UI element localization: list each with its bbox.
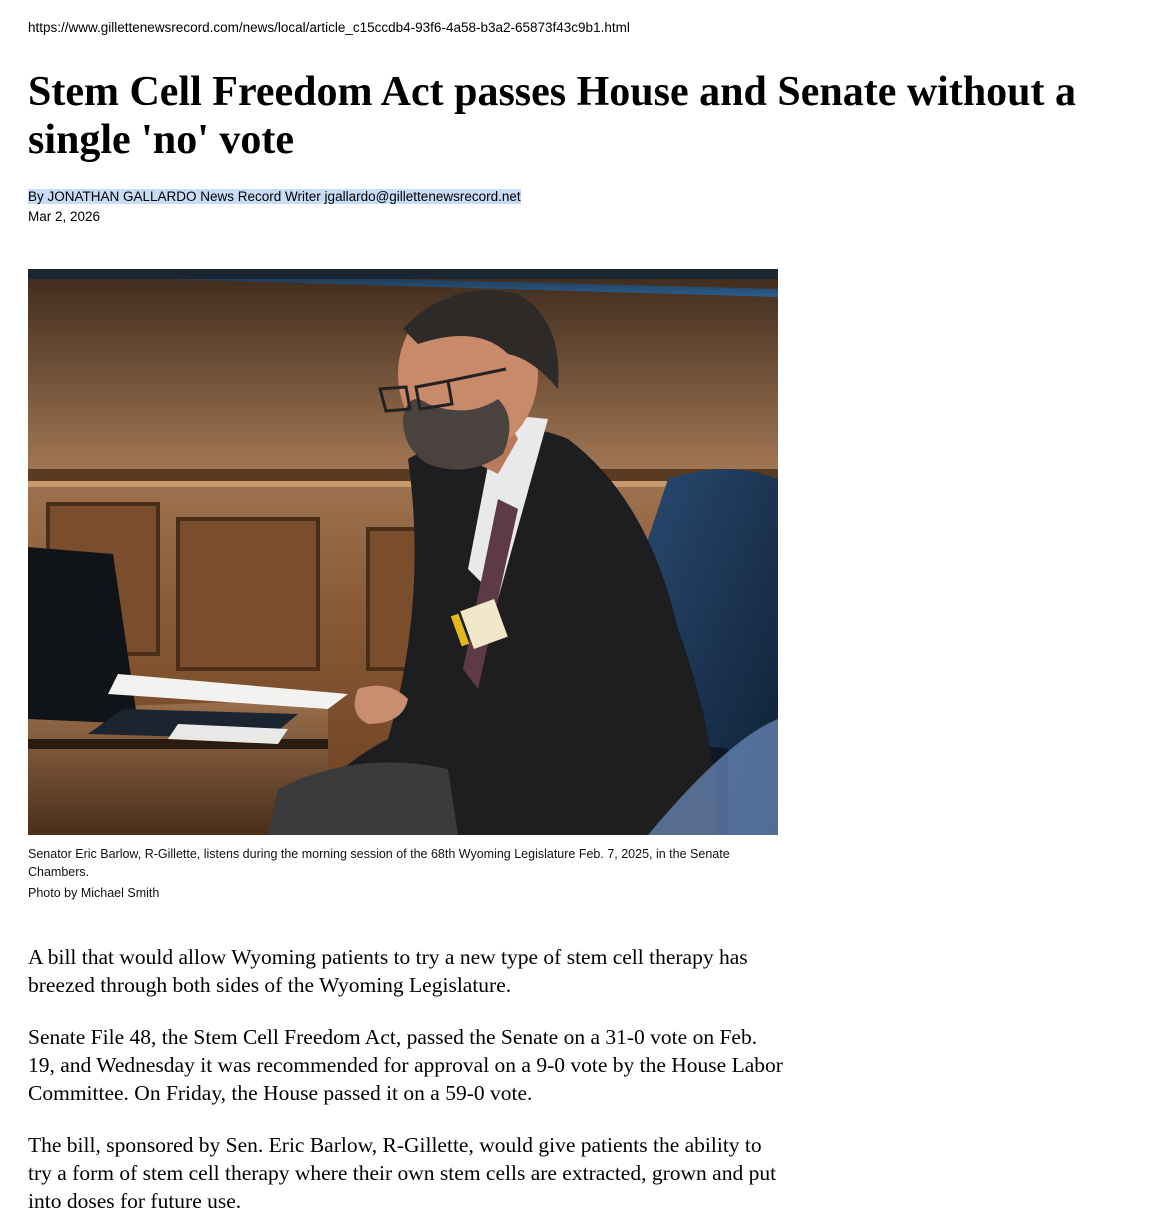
article-headline: Stem Cell Freedom Act passes House and Senate without a single 'no' vote — [28, 69, 1077, 163]
page-url[interactable]: https://www.gillettenewsrecord.com/news/local/article_c15ccdb4-93f6-4a58-b3a2-65873f43c9b1.html — [28, 20, 630, 35]
article-paragraph: The bill, sponsored by Sen. Eric Barlow, R-Gillette, would give patients the ability to try a form of stem cell therapy where their own stem cells are extracted, grown and put into doses for future use. — [28, 1133, 777, 1213]
publish-date: Mar 2, 2026 — [28, 209, 101, 224]
byline — [28, 188, 521, 205]
senator-photo-illustration — [28, 269, 778, 835]
photo-caption: Senator Eric Barlow, R-Gillette, listens during the morning session of the 68th Wyoming Legislature Feb. 7, 2025, in the Senate Chambers. — [28, 847, 730, 879]
article-photo[interactable] — [28, 269, 778, 835]
article-paragraph: A bill that would allow Wyoming patients to try a new type of stem cell therapy has breezed through both sides of the Wyoming Legislature. — [28, 945, 748, 997]
article-paragraph: Senate File 48, the Stem Cell Freedom Act, passed the Senate on a 31-0 vote on Feb. 19, and Wednesday it was recommended for approval on a 9-0 vote by the House Labor Committee. On Friday, the House passed it on a 59-0 vote. — [28, 1025, 783, 1105]
photo-credit: Photo by Michael Smith — [28, 886, 160, 900]
article-body — [28, 943, 788, 1218]
byline-text[interactable]: By JONATHAN GALLARDO News Record Writer jgallardo@gillettenewsrecord.net — [28, 189, 521, 204]
